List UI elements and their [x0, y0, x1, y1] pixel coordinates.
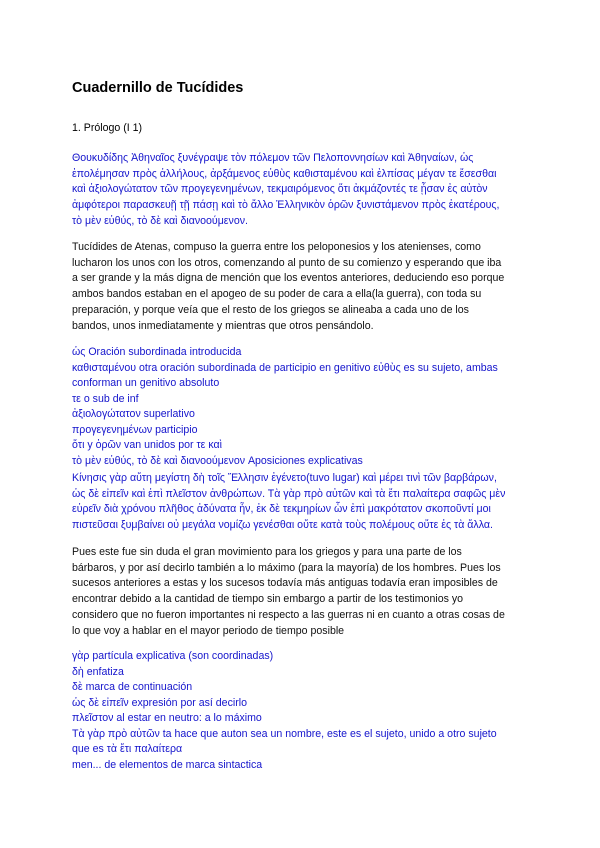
text-line: considero que no fueron importantes ni respecto a las guerras ni en cuanto a otras cosas de: [72, 608, 505, 621]
text-line: δὴ enfatiza: [72, 665, 124, 678]
text-line: bárbaros, y por así decirlo también a lo máximo (para la mayoría) de los hombres. Pues los: [72, 561, 501, 574]
text-line: γὰρ partícula explicativa (son coordinadas): [72, 650, 274, 662]
text-line: ὡς δὲ εἰπεῖν expresión por así decirlo: [72, 696, 247, 709]
document-title: Cuadernillo de Tucídides: [72, 80, 244, 96]
text-line: sucesos anteriores a estas y los sucesos todavía más antiguas todavía eran imposibles de: [72, 577, 498, 590]
text-line: ἐπολέμησαν πρὸς ἀλλήλους, ἀρξάμενος εὐθὺς καθισταμένου καὶ ἐλπίσας μέγαν τε ἔσεσθαι: [72, 167, 497, 180]
text-line: πιστεῦσαι ξυμβαίνει οὐ μεγάλα νομίζω γενέσθαι οὔτε κατὰ τοὺς πολέμους οὔτε ἐς τὰ ἄλλα.: [72, 519, 493, 532]
text-line: Τὰ γὰρ πρὸ αὐτῶν ta hace que auton sea un nombre, este es el sujeto, unido a otro sujeto: [72, 727, 497, 740]
section-heading: 1. Prólogo (I 1): [72, 122, 143, 134]
text-line: ὡς δὲ εἰπεῖν καὶ ἐπὶ πλεῖστον ἀνθρώπων. Τὰ γὰρ πρὸ αὐτῶν καὶ τὰ ἔτι παλαίτερα σαφῶς μὲν: [72, 487, 506, 500]
text-line: προγεγενημένων participio: [72, 423, 198, 436]
text-line: τε o sub de inf: [72, 392, 139, 405]
text-line: τὸ μὲν εὐθύς, τὸ δὲ καὶ διανοούμενον Aposiciones explicativas: [72, 454, 363, 467]
text-line: encontrar debido a la cantidad de tiempo sin embargo a partir de los testimonios yo: [72, 593, 464, 606]
text-line: Θουκυδίδης Ἀθηναῖος ξυνέγραψε τὸν πόλεμον τῶν Πελοποννησίων καὶ Ἀθηναίων, ὡς: [72, 152, 474, 164]
text-line: εὑρεῖν διὰ χρόνου πλῆθος ἀδύνατα ἦν, ἐκ δὲ τεκμηρίων ὧν ἐπὶ μακρότατον σκοποῦντί μοι: [72, 503, 491, 516]
text-line: ἀξιολογώτατον superlativo: [72, 408, 195, 420]
text-line: καθισταμένου otra oración subordinada de participio en genitivo εὐθὺς es su sujeto, ambas: [72, 361, 498, 374]
text-line: bandos, unos inmediatamente y mientras que otros pensándolo.: [72, 319, 374, 332]
text-line: ὡς Oración subordinada introducida: [72, 346, 242, 358]
text-line: δὲ marca de continuación: [72, 681, 193, 693]
greek-paragraph-1: [72, 151, 534, 230]
spanish-paragraph-1: [72, 240, 534, 334]
text-line: Pues este fue sin duda el gran movimiento para los griegos y para una parte de los: [72, 546, 462, 558]
text-line: καὶ ἀξιολογώτατον τῶν προγεγενημένων, τεκμαιρόμενος ὅτι ἀκμάζοντές τε ᾖσαν ἐς αὐτὸν: [72, 183, 488, 196]
text-line: a ser grande y la más digna de mención que los eventos anteriores, deduciendo eso porque: [72, 272, 505, 285]
text-line: men... de elementos de marca sintactica: [72, 758, 263, 771]
text-line: conforman un genitivo absoluto: [72, 377, 220, 389]
text-line: Tucídides de Atenas, compuso la guerra entre los peloponesios y los atenienses, como: [72, 241, 481, 253]
text-line: τὸ μὲν εὐθύς, τὸ δὲ καὶ διανοούμενον.: [72, 214, 248, 227]
text-line: ὅτι y ὁρῶν van unidos por τε καὶ: [72, 439, 222, 451]
notes-block-1: [72, 345, 534, 469]
spanish-paragraph-2: [72, 545, 534, 639]
text-line: preparación, y porque veía que el resto de los griegos se alineaba a cada uno de los: [72, 303, 469, 316]
text-line: lo que voy a hablar en el mayor periodo de tiempo posible: [72, 624, 345, 637]
text-line: que es τὰ ἔτι παλαίτερα: [72, 743, 183, 755]
notes-block-2: [72, 649, 534, 773]
greek-paragraph-2: [72, 471, 534, 534]
text-line: ἀμφότεροι παρασκευῇ τῇ πάσῃ καὶ τὸ ἄλλο Ἑλληνικὸν ὁρῶν ξυνιστάμενον πρὸς ἑκατέρους,: [72, 199, 500, 212]
text-line: πλεῖστον al estar en neutro: a lo máximo: [72, 712, 262, 724]
text-line: ambos bandos estaban en el apogeo de su poder de cara a ella(la guerra), con toda su: [72, 288, 482, 301]
text-line: lucharon los unos con los otros, comenzando al punto de su comienzo y esperando que iba: [72, 256, 502, 269]
text-line: Κίνησις γὰρ αὕτη μεγίστη δὴ τοῖς Ἕλλησιν ἐγένετο(tuvo lugar) καὶ μέρει τινὶ τῶν βαρβάρων,: [72, 472, 497, 484]
